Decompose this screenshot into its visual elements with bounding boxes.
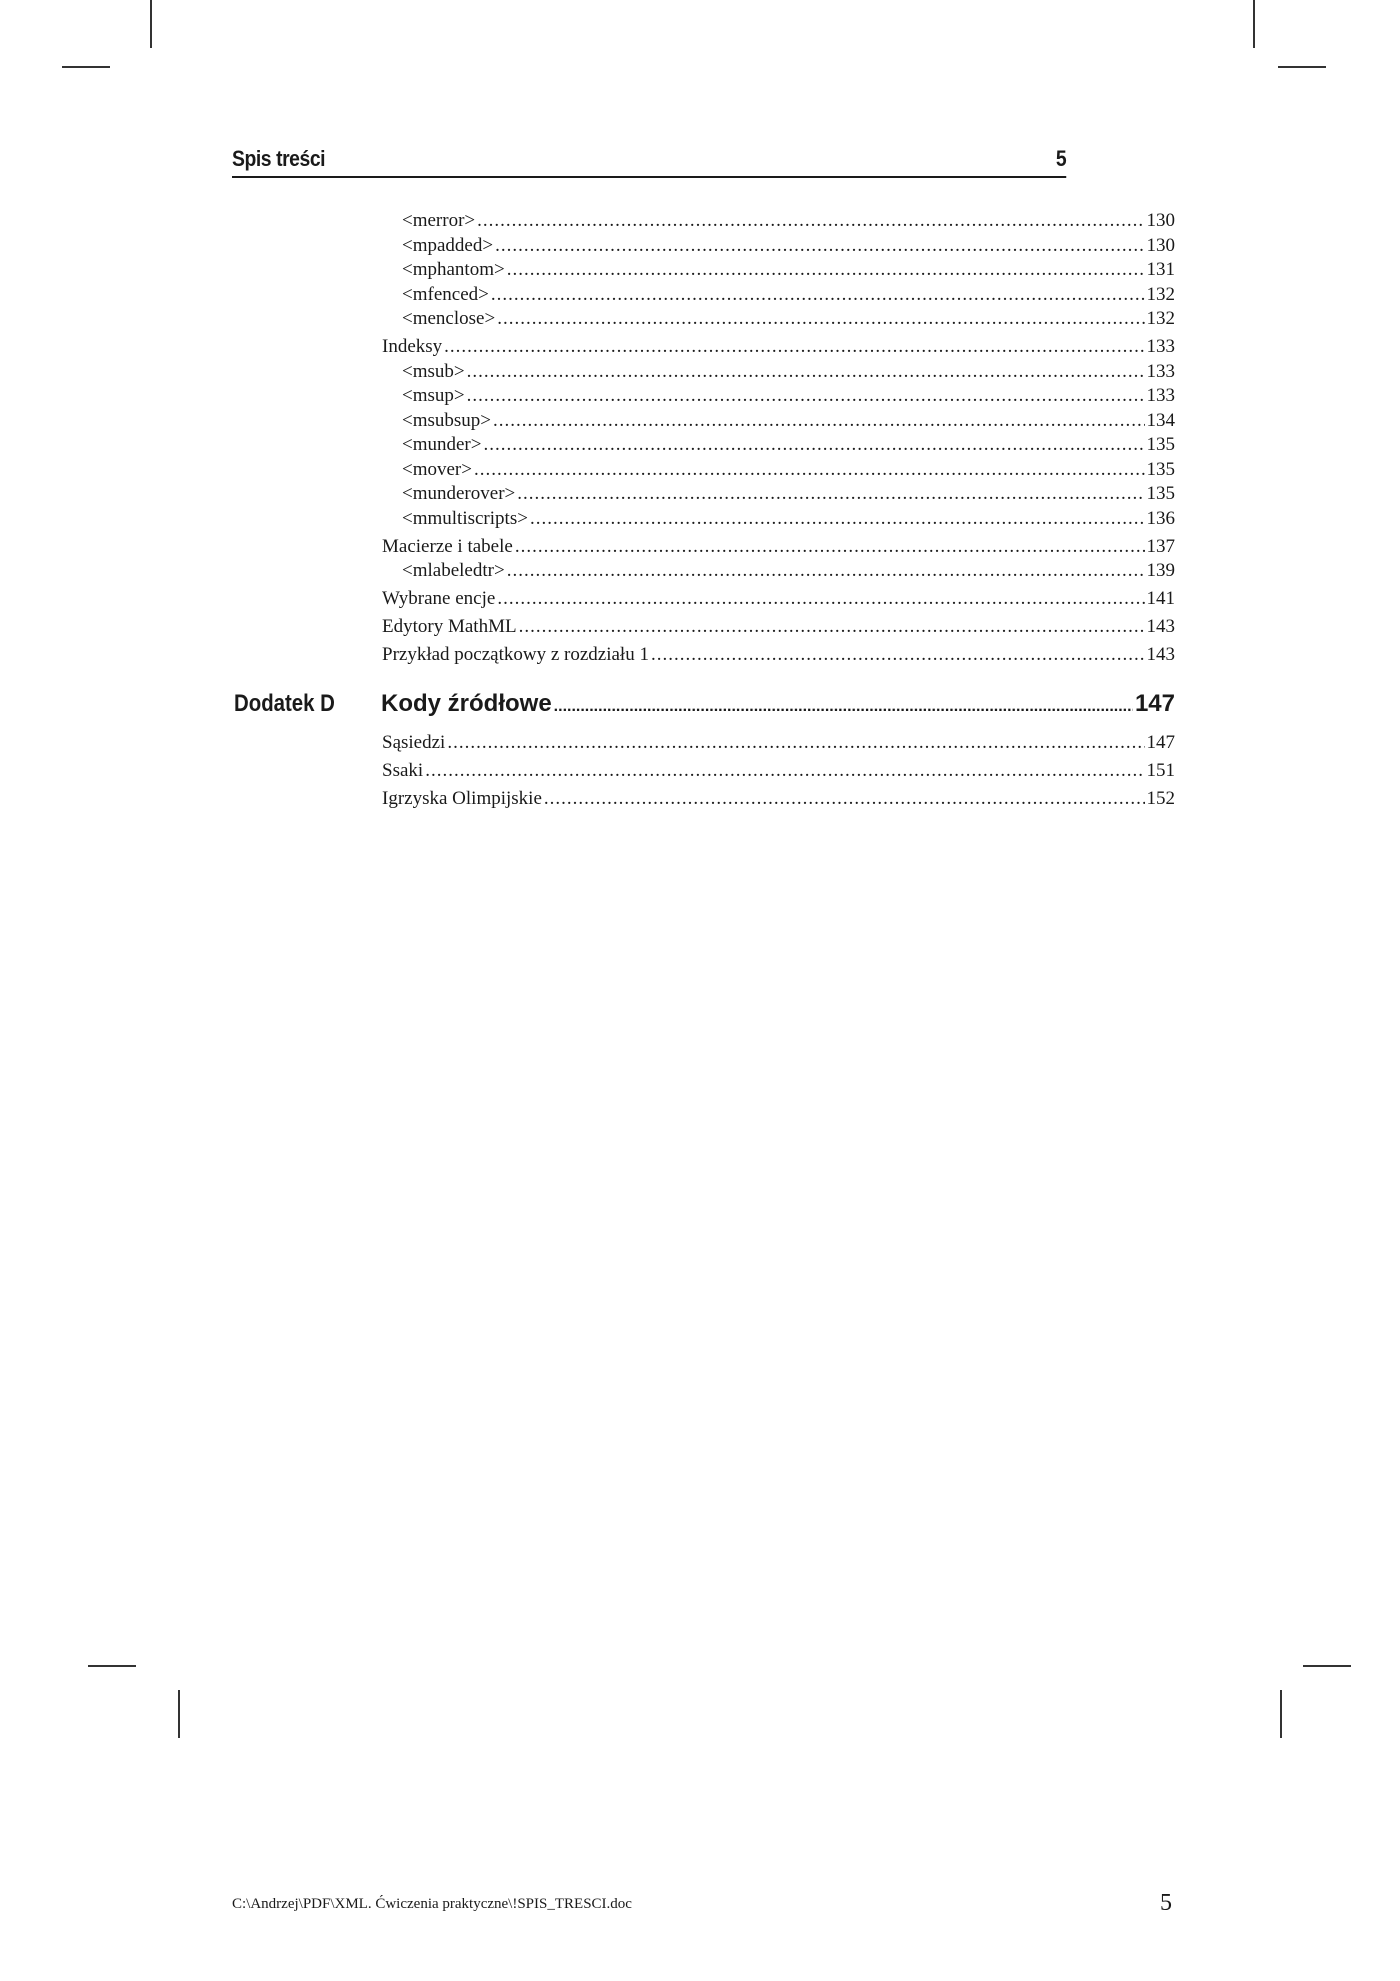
crop-mark [1253,0,1255,48]
dot-leader [507,259,1145,281]
dot-leader [467,361,1145,383]
dot-leader [467,385,1145,407]
dot-leader [483,434,1144,456]
toc-entry[interactable] [402,459,1175,481]
crop-mark [1278,66,1326,68]
toc-entry-label: <msup> [402,385,465,406]
dot-leader [497,308,1144,330]
toc-entry[interactable] [382,616,1175,638]
toc-entry-label: Edytory MathML [382,616,517,637]
crop-mark [1303,1665,1351,1667]
toc-entry[interactable] [382,644,1175,666]
toc-entry-page: 135 [1146,434,1175,455]
dot-leader [447,732,1144,754]
footer-file-path: C:\Andrzej\PDF\XML. Ćwiczenia praktyczne\!SPIS_TRESCI.doc [232,1896,632,1912]
toc-entry[interactable] [382,588,1175,610]
toc-entry-page: 135 [1146,458,1175,480]
dot-leader [491,284,1145,306]
dot-leader [530,508,1145,530]
toc-entry[interactable] [402,483,1175,505]
toc-entry-page: 151 [1146,760,1175,781]
toc-entry-page: 139 [1146,560,1175,581]
toc-entry-label: Sąsiedzi [382,732,446,753]
dot-leader [497,588,1144,610]
page-footer [232,1890,1180,1920]
appendix-chapter-title: Kody źródłowe [381,690,552,717]
toc-entry[interactable] [382,536,1175,558]
dot-leader [444,336,1144,358]
dot-leader [544,788,1145,810]
toc-entry-page: 141 [1146,588,1175,609]
toc-entry-page: 152 [1146,788,1175,809]
toc-entry[interactable] [402,434,1175,456]
toc-entry[interactable] [382,732,1175,754]
toc-entry[interactable] [402,284,1175,306]
toc-entry-page: 137 [1146,535,1175,557]
crop-mark [1280,1690,1282,1738]
toc-entry-label: <mphantom> [402,259,505,280]
toc-entry-label: <merror> [402,210,476,231]
toc-entry-label: <mmultiscripts> [402,507,528,529]
toc-entry[interactable] [402,308,1175,330]
toc-entry-page: 132 [1146,308,1175,329]
running-head-page-number: 5 [1055,146,1067,171]
toc-entry-page: 132 [1146,283,1175,305]
toc-entry[interactable] [382,336,1175,358]
dot-leader [477,210,1144,232]
toc-entry[interactable] [402,259,1175,281]
toc-entry-label: <msubsup> [402,409,491,431]
toc-entry-label: <mfenced> [402,283,489,305]
toc-entry-label: <munderover> [402,483,516,504]
dot-leader [474,459,1145,481]
dot-leader [495,235,1144,257]
toc-entry[interactable] [382,788,1175,810]
appendix-chapter-page: 147 [1134,690,1175,717]
dot-leader [517,483,1144,505]
dot-leader [507,560,1145,582]
toc-entry-page: 133 [1146,360,1175,382]
toc-entry-label: <msub> [402,360,465,382]
crop-mark [150,0,152,48]
toc-entry-page: 130 [1146,210,1175,231]
toc-entry-page: 134 [1146,409,1175,431]
toc-entry-page: 135 [1146,483,1175,504]
toc-entry[interactable] [382,760,1175,782]
toc-entry-label: <mlabeledtr> [402,560,505,581]
toc-entry-page: 130 [1146,234,1175,256]
toc-entry-page: 147 [1146,732,1175,753]
dot-leader [493,410,1145,432]
toc-entry-page: 143 [1146,616,1175,637]
dot-leader [425,760,1144,782]
appendix-tag: Dodatek D [234,690,335,717]
running-head [232,146,1066,178]
crop-mark [178,1690,180,1738]
toc-entry-label: <menclose> [402,308,496,329]
toc-entry[interactable] [402,210,1175,232]
toc-entry-page: 133 [1146,336,1175,357]
toc-entry-label: Macierze i tabele [382,535,513,557]
toc-entry-page: 143 [1146,644,1175,665]
dot-leader [554,693,1133,721]
dot-leader [515,536,1145,558]
crop-mark [62,66,110,68]
appendix-chapter-entry[interactable] [381,690,1175,721]
toc-entry[interactable] [402,560,1175,582]
toc-entry[interactable] [402,385,1175,407]
toc-entry[interactable] [402,508,1175,530]
toc-entry-label: Igrzyska Olimpijskie [382,788,542,809]
running-head-title: Spis treści [232,146,326,171]
crop-mark [88,1665,136,1667]
toc-entry[interactable] [402,235,1175,257]
dot-leader [651,644,1145,666]
toc-entry[interactable] [402,361,1175,383]
footer-page-number: 5 [1160,1890,1172,1916]
toc-entry-label: <munder> [402,434,482,455]
toc-entry-label: Przykład początkowy z rozdziału 1 [382,644,649,665]
toc-entry[interactable] [402,410,1175,432]
toc-entry-page: 133 [1146,385,1175,406]
toc-entry-label: Ssaki [382,760,424,781]
toc-entry-page: 136 [1146,507,1175,529]
toc-entry-label: <mover> [402,458,472,480]
toc-entry-label: <mpadded> [402,234,494,256]
toc-entry-label: Wybrane encje [382,588,496,609]
toc-entry-page: 131 [1146,259,1175,280]
toc-entry-label: Indeksy [382,336,443,357]
dot-leader [519,616,1145,638]
